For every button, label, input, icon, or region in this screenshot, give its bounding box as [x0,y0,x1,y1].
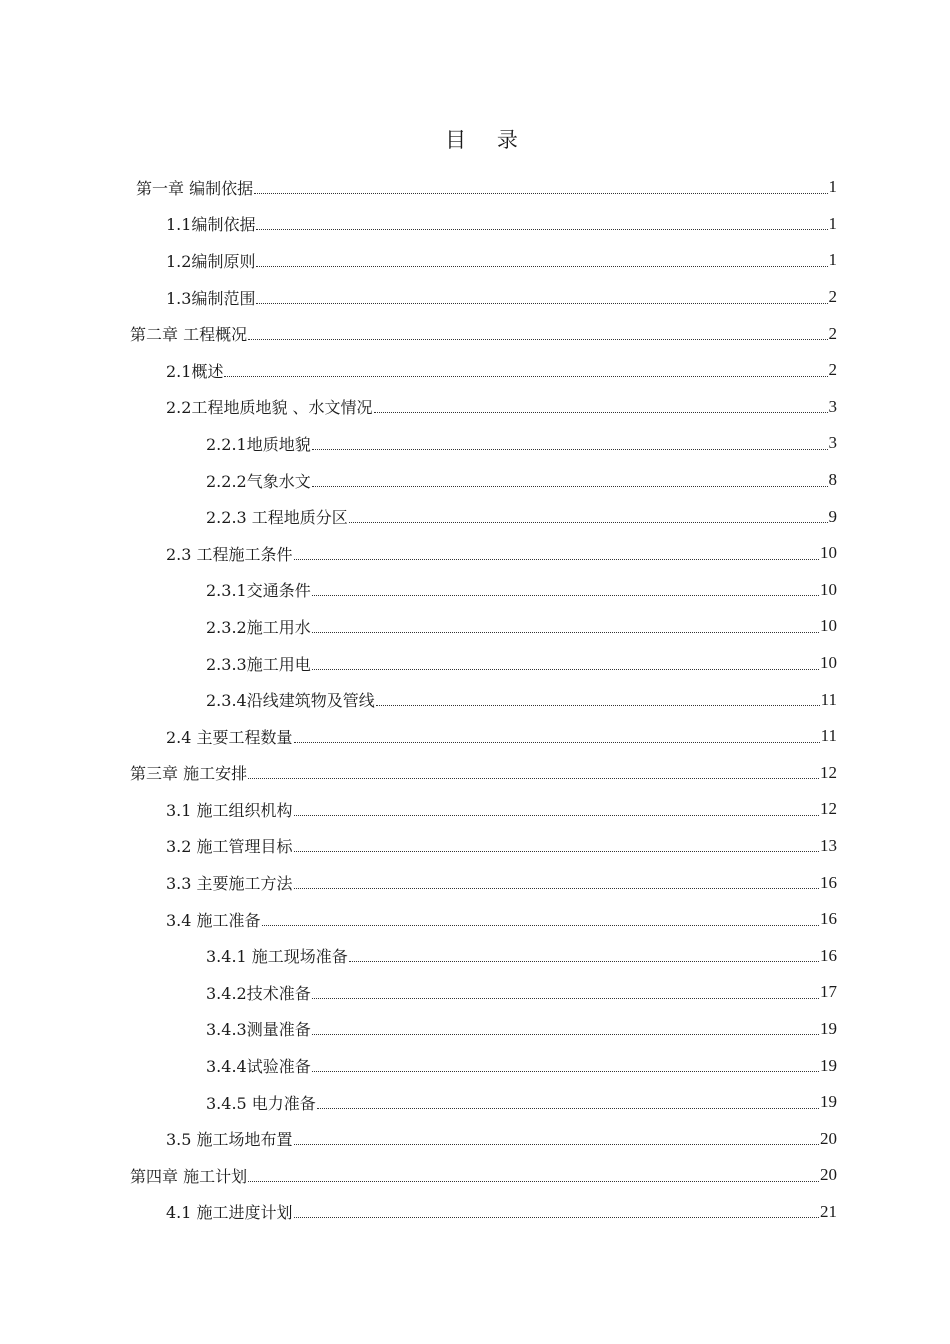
toc-entry[interactable] [0,1120,950,1157]
toc-entry-page-number: 17 [820,982,837,1002]
toc-entry[interactable] [0,169,950,206]
toc-entry[interactable] [0,1194,950,1231]
toc-entry[interactable] [0,1011,950,1048]
toc-entry-label: 2.3.2施工用水 [206,615,311,638]
toc-entry[interactable] [0,242,950,279]
toc-entry[interactable] [0,791,950,828]
toc-entry-page-number: 1 [828,177,837,197]
toc-leader-dots [294,1217,819,1218]
toc-entry[interactable] [0,1047,950,1084]
toc-entry[interactable] [0,681,950,718]
toc-entry-page-number: 19 [820,1018,837,1038]
toc-entry-label: 3.2 施工管理目标 [166,834,293,857]
toc-entry[interactable] [0,828,950,865]
toc-entry-page-number: 12 [820,762,837,782]
toc-entry-page-number: 9 [828,506,837,526]
toc-entry-page-number: 2 [828,323,837,343]
toc-entry-label: 3.4.1 施工现场准备 [206,944,348,967]
toc-leader-dots [294,815,819,816]
toc-list [0,169,950,1230]
toc-entry-label: 2.2.2气象水文 [206,469,311,492]
toc-entry-page-number: 19 [820,1055,837,1075]
toc-leader-dots [312,1034,819,1035]
toc-entry[interactable] [0,206,950,243]
toc-entry-label: 第二章 工程概况 [130,322,247,345]
toc-entry-page-number: 13 [820,835,837,855]
toc-entry-page-number: 1 [828,250,837,270]
toc-entry[interactable] [0,279,950,316]
toc-entry[interactable] [0,755,950,792]
toc-entry[interactable] [0,425,950,462]
toc-entry-label: 1.3编制范围 [166,286,255,309]
toc-entry-page-number: 2 [828,360,837,380]
toc-leader-dots [254,193,827,194]
toc-leader-dots [312,998,819,999]
toc-entry-label: 2.3 工程施工条件 [166,542,293,565]
toc-entry[interactable] [0,901,950,938]
toc-leader-dots [256,303,827,304]
toc-leader-dots [256,229,827,230]
toc-entry-page-number: 2 [828,287,837,307]
toc-leader-dots [312,595,819,596]
toc-title: 目 录 [445,128,530,152]
toc-leader-dots [312,1071,819,1072]
toc-entry[interactable] [0,937,950,974]
toc-entry-label: 3.4 施工准备 [166,908,261,931]
toc-entry-page-number: 1 [828,213,837,233]
toc-entry[interactable] [0,645,950,682]
toc-entry-label: 2.3.4沿线建筑物及管线 [206,688,375,711]
toc-leader-dots [349,522,828,523]
toc-leader-dots [294,888,819,889]
toc-leader-dots [248,339,827,340]
toc-entry-label: 3.4.4试验准备 [206,1054,311,1077]
toc-entry[interactable] [0,498,950,535]
toc-entry-page-number: 3 [828,396,837,416]
toc-entry-label: 3.4.3测量准备 [206,1017,311,1040]
toc-entry-page-number: 16 [820,872,837,892]
toc-entry[interactable] [0,462,950,499]
toc-entry-page-number: 19 [820,1092,837,1112]
toc-leader-dots [256,266,827,267]
toc-entry-page-number: 20 [820,1128,837,1148]
toc-entry-label: 2.3.3施工用电 [206,652,311,675]
toc-entry-page-number: 10 [820,653,837,673]
toc-leader-dots [312,669,819,670]
toc-entry-label: 2.2工程地质地貌 、水文情况 [166,395,373,418]
toc-entry-page-number: 12 [820,799,837,819]
toc-leader-dots [312,486,828,487]
toc-entry-label: 第一章 编制依据 [136,176,253,199]
toc-leader-dots [374,412,828,413]
toc-leader-dots [294,851,819,852]
toc-entry-label: 1.1编制依据 [166,212,255,235]
toc-entry[interactable] [0,1157,950,1194]
toc-entry-page-number: 10 [820,579,837,599]
toc-entry-label: 2.3.1交通条件 [206,578,311,601]
toc-entry[interactable] [0,974,950,1011]
toc-leader-dots [262,925,819,926]
toc-leader-dots [224,376,827,377]
toc-entry-page-number: 10 [820,543,837,563]
toc-entry[interactable] [0,535,950,572]
toc-entry-label: 2.1概述 [166,359,223,382]
toc-entry[interactable] [0,572,950,609]
toc-leader-dots [294,742,820,743]
toc-entry[interactable] [0,389,950,426]
toc-entry[interactable] [0,352,950,389]
toc-entry-label: 第三章 施工安排 [130,761,247,784]
toc-entry-label: 2.2.1地质地貌 [206,432,311,455]
toc-leader-dots [349,961,819,962]
toc-entry-page-number: 8 [828,470,837,490]
toc-entry-page-number: 21 [820,1201,837,1221]
toc-entry-label: 2.2.3 工程地质分区 [206,505,348,528]
toc-entry[interactable] [0,1084,950,1121]
toc-entry-label: 4.1 施工进度计划 [166,1200,293,1223]
toc-entry-label: 3.4.2技术准备 [206,981,311,1004]
toc-entry[interactable] [0,315,950,352]
toc-entry-page-number: 3 [828,433,837,453]
toc-entry-page-number: 20 [820,1165,837,1185]
toc-entry[interactable] [0,864,950,901]
toc-leader-dots [248,1181,819,1182]
toc-leader-dots [312,632,819,633]
toc-entry-page-number: 16 [820,909,837,929]
toc-leader-dots [312,449,828,450]
toc-entry-label: 第四章 施工计划 [130,1164,247,1187]
toc-entry-page-number: 11 [820,726,837,746]
toc-entry-page-number: 16 [820,945,837,965]
toc-leader-dots [248,778,819,779]
toc-entry-label: 1.2编制原则 [166,249,255,272]
toc-entry-label: 3.3 主要施工方法 [166,871,293,894]
toc-leader-dots [294,559,819,560]
toc-entry-page-number: 11 [820,689,837,709]
toc-entry-label: 3.1 施工组织机构 [166,798,293,821]
toc-entry-label: 3.5 施工场地布置 [166,1127,293,1150]
toc-entry-label: 3.4.5 电力准备 [206,1091,316,1114]
toc-entry-label: 2.4 主要工程数量 [166,725,293,748]
toc-leader-dots [376,705,820,706]
toc-leader-dots [294,1144,819,1145]
toc-entry-page-number: 10 [820,616,837,636]
toc-entry[interactable] [0,608,950,645]
toc-entry[interactable] [0,718,950,755]
toc-leader-dots [317,1108,819,1109]
